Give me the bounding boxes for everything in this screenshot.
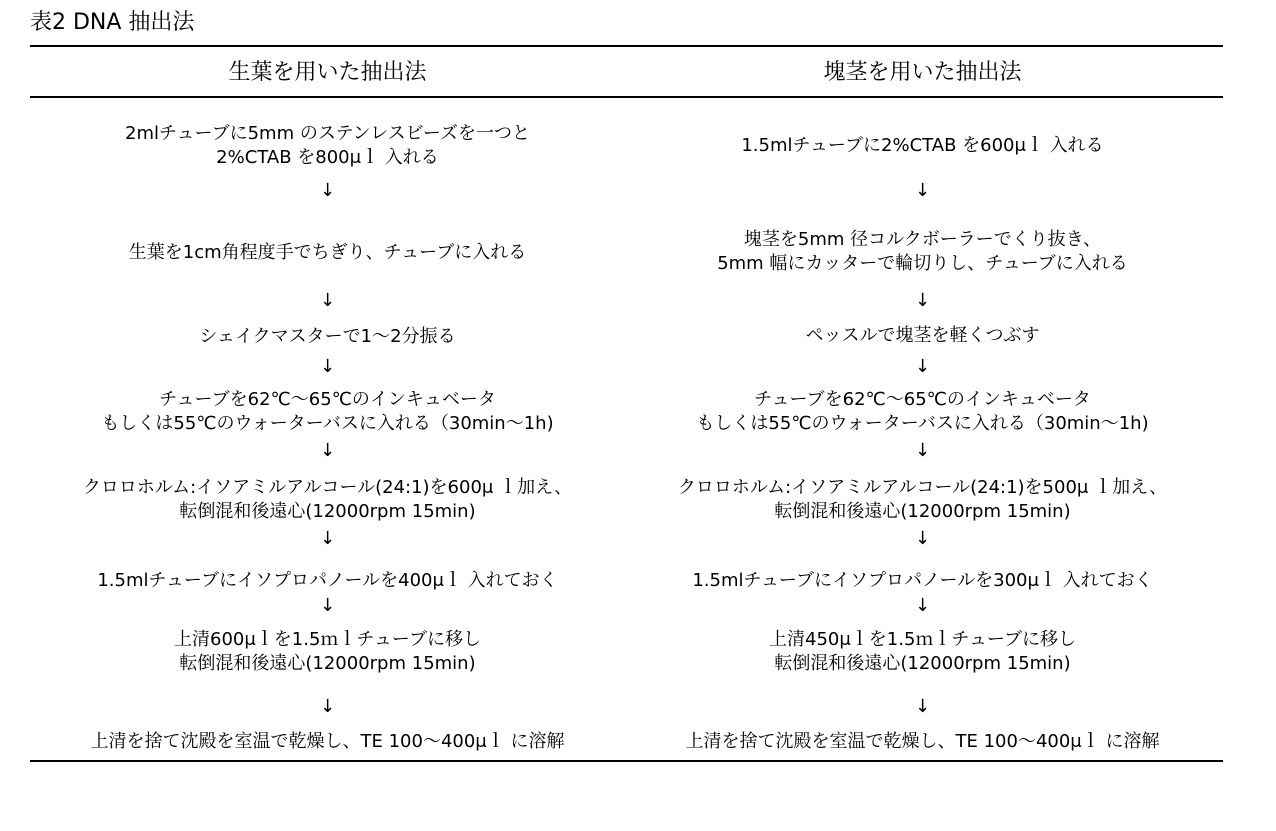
step-text-line: 上清600μｌを1.5ｍｌチューブに移し: [174, 629, 481, 650]
step-left-8: [30, 730, 625, 754]
step-left-3: [30, 325, 625, 349]
step-text-line: 転倒混和後遠心(12000rpm 15min): [774, 501, 1071, 522]
step-right-5: [625, 476, 1220, 524]
step-right-1: [625, 134, 1220, 158]
step-right-3: [625, 324, 1220, 348]
down-arrow-icon: ↓: [914, 696, 931, 717]
step-text-line: 1.5mlチューブにイソプロパノールを400μｌ 入れておく: [97, 570, 558, 591]
step-text-line: もしくは55℃のウォーターバスに入れる（30min～1h): [696, 413, 1149, 434]
step-text-line: 転倒混和後遠心(12000rpm 15min): [774, 653, 1071, 674]
step-text-line: 上清を捨て沈殿を室温で乾燥し、TE 100～400μｌ に溶解: [685, 731, 1160, 752]
step-right-2: [625, 228, 1220, 276]
down-arrow-icon: ↓: [319, 180, 336, 201]
step-left-2: [30, 241, 625, 265]
column-tuber-method: [625, 50, 1220, 759]
step-text-line: ペッスルで塊茎を軽くつぶす: [805, 325, 1040, 346]
down-arrow-icon: ↓: [914, 356, 931, 377]
bottom-rule: [30, 760, 1223, 762]
step-right-7: [625, 628, 1220, 676]
step-text-line: シェイクマスターで1～2分振る: [199, 326, 456, 347]
step-right-8: [625, 730, 1220, 754]
step-text-line: 上清を捨て沈殿を室温で乾燥し、TE 100～400μｌ に溶解: [90, 731, 565, 752]
table-title: 表2 DNA 抽出法: [30, 10, 195, 35]
step-text-line: 塊茎を5mm 径コルクボーラーでくり抜き、: [743, 229, 1102, 250]
down-arrow-icon: ↓: [914, 290, 931, 311]
step-text-line: チューブを62℃～65℃のインキュベータ: [159, 389, 496, 410]
down-arrow-icon: ↓: [914, 440, 931, 461]
down-arrow-icon: ↓: [319, 696, 336, 717]
step-text-line: 転倒混和後遠心(12000rpm 15min): [179, 653, 476, 674]
down-arrow-icon: ↓: [914, 180, 931, 201]
step-text-line: クロロホルム:イソアミルアルコール(24:1)を500μ ｌ加え、: [677, 477, 1168, 498]
step-left-5: [30, 476, 625, 524]
step-left-4: [30, 388, 625, 436]
down-arrow-icon: ↓: [319, 290, 336, 311]
down-arrow-icon: ↓: [319, 528, 336, 549]
down-arrow-icon: ↓: [914, 528, 931, 549]
column-leaf-method: [30, 50, 625, 759]
top-rule: [30, 45, 1223, 47]
step-text-line: 2%CTAB を800μｌ 入れる: [216, 147, 439, 168]
step-text-line: もしくは55℃のウォーターバスに入れる（30min～1h): [101, 413, 554, 434]
step-text-line: チューブを62℃～65℃のインキュベータ: [754, 389, 1091, 410]
step-left-7: [30, 628, 625, 676]
column-header-tuber: 塊茎を用いた抽出法: [823, 60, 1022, 85]
step-right-6: [625, 569, 1220, 593]
step-text-line: 上清450μｌを1.5ｍｌチューブに移し: [769, 629, 1076, 650]
step-text-line: 生葉を1cm角程度手でちぎり、チューブに入れる: [128, 242, 527, 263]
step-left-1: [30, 122, 625, 170]
down-arrow-icon: ↓: [914, 595, 931, 616]
down-arrow-icon: ↓: [319, 356, 336, 377]
step-text-line: 2mlチューブに5mm のステンレスビーズを一つと: [125, 123, 530, 144]
step-text-line: クロロホルム:イソアミルアルコール(24:1)を600μ ｌ加え、: [82, 477, 573, 498]
down-arrow-icon: ↓: [319, 595, 336, 616]
down-arrow-icon: ↓: [319, 440, 336, 461]
column-header-leaf: 生葉を用いた抽出法: [228, 60, 427, 85]
step-text-line: 1.5mlチューブにイソプロパノールを300μｌ 入れておく: [692, 570, 1153, 591]
step-left-6: [30, 569, 625, 593]
step-text-line: 転倒混和後遠心(12000rpm 15min): [179, 501, 476, 522]
step-text-line: 1.5mlチューブに2%CTAB を600μｌ 入れる: [741, 135, 1104, 156]
step-text-line: 5mm 幅にカッターで輪切りし、チューブに入れる: [717, 253, 1128, 274]
step-right-4: [625, 388, 1220, 436]
